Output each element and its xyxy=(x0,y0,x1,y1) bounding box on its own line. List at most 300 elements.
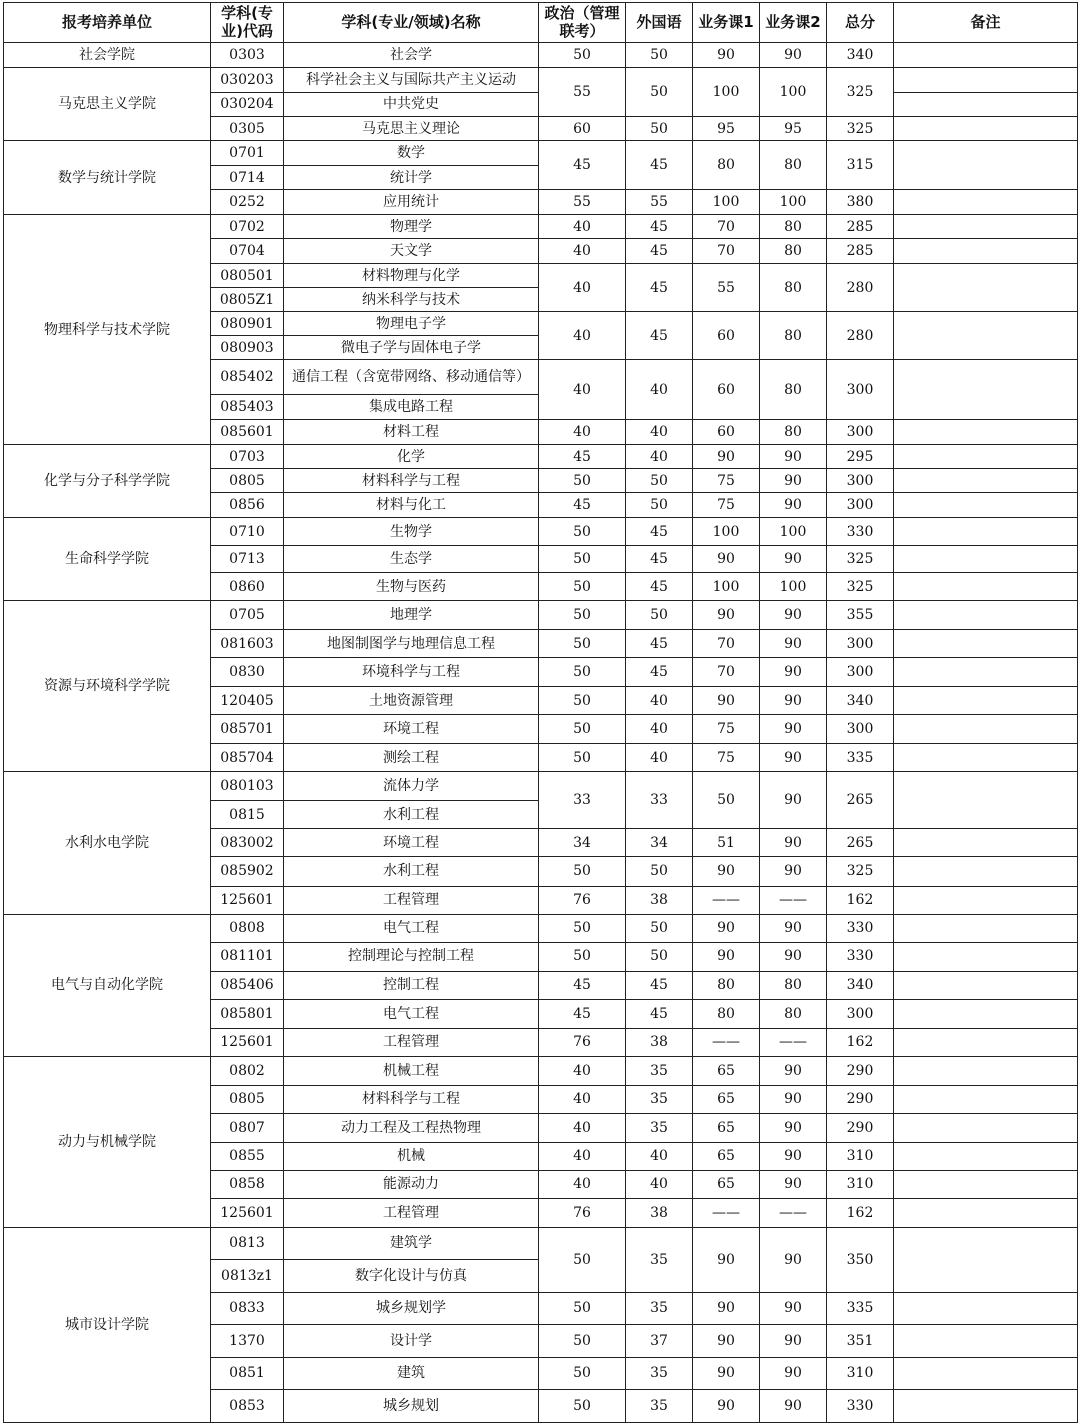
politics-score: 45 xyxy=(539,141,626,190)
total-score: 350 xyxy=(827,1227,894,1292)
name-cell: 机械工程 xyxy=(284,1056,539,1085)
total-score: 300 xyxy=(827,999,894,1028)
course1-score: 90 xyxy=(693,1227,760,1292)
name-cell: 环境工程 xyxy=(284,829,539,857)
remarks-cell xyxy=(894,715,1078,744)
code-cell: 0713 xyxy=(211,546,284,573)
course2-score: 90 xyxy=(760,469,827,493)
foreign-language-score: 50 xyxy=(626,43,693,68)
unit-cell: 动力与机械学院 xyxy=(4,1056,211,1227)
politics-score: 50 xyxy=(539,1389,626,1422)
politics-score: 45 xyxy=(539,493,626,518)
course1-score: 90 xyxy=(693,1357,760,1389)
foreign-language-score: 33 xyxy=(626,772,693,829)
remarks-cell xyxy=(894,312,1078,360)
course1-score: 70 xyxy=(693,630,760,658)
politics-score: 45 xyxy=(539,971,626,999)
header-total: 总分 xyxy=(827,3,894,43)
foreign-language-score: 50 xyxy=(626,914,693,942)
total-score: 355 xyxy=(827,601,894,630)
foreign-language-score: 45 xyxy=(626,239,693,264)
admission-score-table xyxy=(3,2,1078,1423)
foreign-language-score: 50 xyxy=(626,493,693,518)
code-cell: 080103 xyxy=(211,772,284,801)
name-cell: 电气工程 xyxy=(284,914,539,942)
remarks-cell xyxy=(894,999,1078,1028)
name-cell: 建筑 xyxy=(284,1357,539,1389)
code-cell: 0705 xyxy=(211,601,284,630)
course1-score: 100 xyxy=(693,68,760,117)
course2-score: 90 xyxy=(760,1113,827,1142)
code-cell: 0702 xyxy=(211,215,284,239)
foreign-language-score: 38 xyxy=(626,1198,693,1227)
total-score: 335 xyxy=(827,1292,894,1324)
name-cell: 统计学 xyxy=(284,166,539,190)
name-cell: 材料工程 xyxy=(284,420,539,445)
remarks-cell xyxy=(894,971,1078,999)
politics-score: 76 xyxy=(539,1028,626,1056)
name-cell: 环境工程 xyxy=(284,715,539,744)
course2-score: 90 xyxy=(760,445,827,469)
remarks-cell xyxy=(894,264,1078,312)
name-cell: 生物与医药 xyxy=(284,573,539,601)
code-cell: 0815 xyxy=(211,801,284,829)
course1-score: 70 xyxy=(693,239,760,264)
unit-cell: 城市设计学院 xyxy=(4,1227,211,1422)
total-score: 310 xyxy=(827,1170,894,1198)
remarks-cell xyxy=(894,117,1078,141)
course2-score: 95 xyxy=(760,117,827,141)
name-cell: 城乡规划学 xyxy=(284,1292,539,1324)
unit-cell: 水利水电学院 xyxy=(4,772,211,914)
course2-score: 90 xyxy=(760,658,827,687)
code-cell: 125601 xyxy=(211,1028,284,1056)
course1-score: 95 xyxy=(693,117,760,141)
code-cell: 0813 xyxy=(211,1227,284,1259)
total-score: 300 xyxy=(827,630,894,658)
course1-score: —— xyxy=(693,886,760,914)
header-code: 学科(专业)代码 xyxy=(211,3,284,43)
code-cell: 0807 xyxy=(211,1113,284,1142)
code-cell: 085601 xyxy=(211,420,284,445)
code-cell: 085701 xyxy=(211,715,284,744)
name-cell: 材料科学与工程 xyxy=(284,469,539,493)
name-cell: 工程管理 xyxy=(284,1198,539,1227)
name-cell: 微电子学与固体电子学 xyxy=(284,336,539,360)
course1-score: 75 xyxy=(693,744,760,772)
remarks-cell xyxy=(894,546,1078,573)
total-score: 300 xyxy=(827,493,894,518)
course2-score: 90 xyxy=(760,942,827,971)
course2-score: 90 xyxy=(760,715,827,744)
code-cell: 125601 xyxy=(211,886,284,914)
politics-score: 40 xyxy=(539,1142,626,1170)
code-cell: 080903 xyxy=(211,336,284,360)
politics-score: 50 xyxy=(539,1324,626,1357)
course2-score: 90 xyxy=(760,493,827,518)
header-politics: 政治（管理联考） xyxy=(539,3,626,43)
code-cell: 0853 xyxy=(211,1389,284,1422)
course2-score: 80 xyxy=(760,239,827,264)
total-score: 300 xyxy=(827,469,894,493)
remarks-cell xyxy=(894,1324,1078,1357)
course1-score: —— xyxy=(693,1198,760,1227)
total-score: 285 xyxy=(827,239,894,264)
politics-score: 40 xyxy=(539,312,626,360)
course1-score: 55 xyxy=(693,264,760,312)
course2-score: 90 xyxy=(760,43,827,68)
table-row xyxy=(4,601,1078,630)
header-course1: 业务课1 xyxy=(693,3,760,43)
course1-score: 100 xyxy=(693,573,760,601)
politics-score: 50 xyxy=(539,687,626,715)
code-cell: 0860 xyxy=(211,573,284,601)
politics-score: 50 xyxy=(539,469,626,493)
code-cell: 030203 xyxy=(211,68,284,93)
name-cell: 工程管理 xyxy=(284,1028,539,1056)
name-cell: 通信工程（含宽带网络、移动通信等） xyxy=(284,360,539,395)
foreign-language-score: 35 xyxy=(626,1357,693,1389)
total-score: 290 xyxy=(827,1085,894,1113)
remarks-cell xyxy=(894,239,1078,264)
course2-score: 90 xyxy=(760,1292,827,1324)
table-row xyxy=(4,43,1078,68)
code-cell: 0802 xyxy=(211,1056,284,1085)
total-score: 330 xyxy=(827,942,894,971)
table-row xyxy=(4,141,1078,166)
remarks-cell xyxy=(894,43,1078,68)
unit-cell: 数学与统计学院 xyxy=(4,141,211,215)
foreign-language-score: 45 xyxy=(626,573,693,601)
course2-score: 80 xyxy=(760,141,827,190)
table-row xyxy=(4,1056,1078,1085)
name-cell: 材料与化工 xyxy=(284,493,539,518)
foreign-language-score: 37 xyxy=(626,1324,693,1357)
remarks-cell xyxy=(894,1142,1078,1170)
course1-score: 90 xyxy=(693,914,760,942)
course1-score: 90 xyxy=(693,857,760,886)
course2-score: 90 xyxy=(760,857,827,886)
unit-cell: 化学与分子科学学院 xyxy=(4,445,211,518)
politics-score: 40 xyxy=(539,1170,626,1198)
politics-score: 76 xyxy=(539,1198,626,1227)
course1-score: 90 xyxy=(693,1324,760,1357)
remarks-cell xyxy=(894,942,1078,971)
total-score: 280 xyxy=(827,264,894,312)
course1-score: 90 xyxy=(693,1389,760,1422)
remarks-cell xyxy=(894,493,1078,518)
code-cell: 0858 xyxy=(211,1170,284,1198)
course1-score: 60 xyxy=(693,312,760,360)
code-cell: 0703 xyxy=(211,445,284,469)
course2-score: 90 xyxy=(760,914,827,942)
code-cell: 0714 xyxy=(211,166,284,190)
name-cell: 机械 xyxy=(284,1142,539,1170)
header-remarks: 备注 xyxy=(894,3,1078,43)
course1-score: 65 xyxy=(693,1085,760,1113)
code-cell: 0805Z1 xyxy=(211,288,284,312)
course1-score: 90 xyxy=(693,601,760,630)
total-score: 310 xyxy=(827,1357,894,1389)
politics-score: 76 xyxy=(539,886,626,914)
total-score: 300 xyxy=(827,360,894,420)
name-cell: 设计学 xyxy=(284,1324,539,1357)
course1-score: 65 xyxy=(693,1170,760,1198)
foreign-language-score: 50 xyxy=(626,68,693,117)
name-cell: 材料物理与化学 xyxy=(284,264,539,288)
code-cell: 085902 xyxy=(211,857,284,886)
foreign-language-score: 40 xyxy=(626,744,693,772)
politics-score: 55 xyxy=(539,190,626,215)
foreign-language-score: 40 xyxy=(626,687,693,715)
foreign-language-score: 45 xyxy=(626,264,693,312)
code-cell: 0252 xyxy=(211,190,284,215)
name-cell: 数学 xyxy=(284,141,539,166)
remarks-cell xyxy=(894,1389,1078,1422)
course2-score: 80 xyxy=(760,312,827,360)
foreign-language-score: 34 xyxy=(626,829,693,857)
unit-cell: 物理科学与技术学院 xyxy=(4,215,211,445)
remarks-cell xyxy=(894,420,1078,445)
foreign-language-score: 40 xyxy=(626,445,693,469)
course2-score: —— xyxy=(760,886,827,914)
course1-score: 90 xyxy=(693,546,760,573)
name-cell: 地理学 xyxy=(284,601,539,630)
name-cell: 中共党史 xyxy=(284,93,539,117)
remarks-cell xyxy=(894,469,1078,493)
table-row xyxy=(4,1227,1078,1259)
name-cell: 土地资源管理 xyxy=(284,687,539,715)
total-score: 162 xyxy=(827,1198,894,1227)
name-cell: 天文学 xyxy=(284,239,539,264)
course2-score: 90 xyxy=(760,1170,827,1198)
course1-score: 60 xyxy=(693,360,760,420)
course1-score: 80 xyxy=(693,999,760,1028)
course2-score: 80 xyxy=(760,360,827,420)
politics-score: 50 xyxy=(539,658,626,687)
foreign-language-score: 40 xyxy=(626,1170,693,1198)
total-score: 330 xyxy=(827,914,894,942)
course1-score: —— xyxy=(693,1028,760,1056)
course1-score: 75 xyxy=(693,493,760,518)
politics-score: 50 xyxy=(539,573,626,601)
total-score: 340 xyxy=(827,43,894,68)
remarks-cell xyxy=(894,190,1078,215)
table-row xyxy=(4,772,1078,801)
remarks-cell xyxy=(894,1198,1078,1227)
unit-cell: 生命科学学院 xyxy=(4,518,211,601)
table-row xyxy=(4,68,1078,93)
politics-score: 40 xyxy=(539,1113,626,1142)
foreign-language-score: 50 xyxy=(626,857,693,886)
foreign-language-score: 35 xyxy=(626,1085,693,1113)
code-cell: 0305 xyxy=(211,117,284,141)
remarks-cell xyxy=(894,215,1078,239)
politics-score: 50 xyxy=(539,601,626,630)
total-score: 340 xyxy=(827,971,894,999)
course1-score: 65 xyxy=(693,1113,760,1142)
name-cell: 科学社会主义与国际共产主义运动 xyxy=(284,68,539,93)
remarks-cell xyxy=(894,857,1078,886)
total-score: 290 xyxy=(827,1113,894,1142)
politics-score: 33 xyxy=(539,772,626,829)
course2-score: 80 xyxy=(760,971,827,999)
foreign-language-score: 50 xyxy=(626,117,693,141)
code-cell: 0303 xyxy=(211,43,284,68)
total-score: 300 xyxy=(827,658,894,687)
name-cell: 流体力学 xyxy=(284,772,539,801)
course1-score: 80 xyxy=(693,971,760,999)
total-score: 280 xyxy=(827,312,894,360)
table-row xyxy=(4,914,1078,942)
politics-score: 50 xyxy=(539,546,626,573)
total-score: 265 xyxy=(827,829,894,857)
remarks-cell xyxy=(894,772,1078,829)
foreign-language-score: 45 xyxy=(626,971,693,999)
total-score: 335 xyxy=(827,744,894,772)
remarks-cell xyxy=(894,658,1078,687)
code-cell: 081101 xyxy=(211,942,284,971)
course1-score: 60 xyxy=(693,420,760,445)
total-score: 325 xyxy=(827,546,894,573)
total-score: 330 xyxy=(827,1389,894,1422)
course2-score: 100 xyxy=(760,518,827,546)
foreign-language-score: 35 xyxy=(626,1056,693,1085)
code-cell: 1370 xyxy=(211,1324,284,1357)
foreign-language-score: 45 xyxy=(626,141,693,190)
name-cell: 地图制图学与地理信息工程 xyxy=(284,630,539,658)
remarks-cell xyxy=(894,518,1078,546)
total-score: 380 xyxy=(827,190,894,215)
remarks-cell xyxy=(894,1292,1078,1324)
course2-score: 80 xyxy=(760,264,827,312)
code-cell: 0808 xyxy=(211,914,284,942)
remarks-cell xyxy=(894,1357,1078,1389)
name-cell: 马克思主义理论 xyxy=(284,117,539,141)
politics-score: 50 xyxy=(539,715,626,744)
course1-score: 80 xyxy=(693,141,760,190)
foreign-language-score: 45 xyxy=(626,546,693,573)
name-cell: 工程管理 xyxy=(284,886,539,914)
header-course2: 业务课2 xyxy=(760,3,827,43)
course2-score: —— xyxy=(760,1198,827,1227)
code-cell: 0805 xyxy=(211,1085,284,1113)
foreign-language-score: 50 xyxy=(626,601,693,630)
total-score: 351 xyxy=(827,1324,894,1357)
total-score: 325 xyxy=(827,68,894,117)
name-cell: 能源动力 xyxy=(284,1170,539,1198)
course2-score: 90 xyxy=(760,601,827,630)
foreign-language-score: 45 xyxy=(626,312,693,360)
course1-score: 70 xyxy=(693,215,760,239)
unit-cell: 电气与自动化学院 xyxy=(4,914,211,1056)
foreign-language-score: 40 xyxy=(626,715,693,744)
course1-score: 51 xyxy=(693,829,760,857)
remarks-cell xyxy=(894,886,1078,914)
header-row xyxy=(4,3,1078,43)
politics-score: 45 xyxy=(539,999,626,1028)
politics-score: 45 xyxy=(539,445,626,469)
name-cell: 测绘工程 xyxy=(284,744,539,772)
foreign-language-score: 40 xyxy=(626,420,693,445)
course2-score: 80 xyxy=(760,420,827,445)
foreign-language-score: 45 xyxy=(626,215,693,239)
course1-score: 100 xyxy=(693,190,760,215)
table-body xyxy=(4,43,1078,1423)
code-cell: 085801 xyxy=(211,999,284,1028)
remarks-cell xyxy=(894,601,1078,630)
politics-score: 50 xyxy=(539,518,626,546)
politics-score: 40 xyxy=(539,1056,626,1085)
foreign-language-score: 40 xyxy=(626,360,693,420)
code-cell: 0833 xyxy=(211,1292,284,1324)
foreign-language-score: 45 xyxy=(626,630,693,658)
total-score: 162 xyxy=(827,1028,894,1056)
total-score: 325 xyxy=(827,857,894,886)
politics-score: 60 xyxy=(539,117,626,141)
table-row xyxy=(4,215,1078,239)
remarks-cell xyxy=(894,687,1078,715)
politics-score: 50 xyxy=(539,942,626,971)
course2-score: —— xyxy=(760,1028,827,1056)
code-cell: 083002 xyxy=(211,829,284,857)
total-score: 162 xyxy=(827,886,894,914)
foreign-language-score: 35 xyxy=(626,1389,693,1422)
remarks-cell xyxy=(894,360,1078,420)
code-cell: 0704 xyxy=(211,239,284,264)
name-cell: 水利工程 xyxy=(284,801,539,829)
remarks-cell xyxy=(894,1170,1078,1198)
header-name: 学科(专业/领域)名称 xyxy=(284,3,539,43)
remarks-cell xyxy=(894,68,1078,93)
course2-score: 90 xyxy=(760,1056,827,1085)
total-score: 300 xyxy=(827,420,894,445)
course1-score: 90 xyxy=(693,43,760,68)
code-cell: 085403 xyxy=(211,395,284,420)
name-cell: 材料科学与工程 xyxy=(284,1085,539,1113)
course1-score: 90 xyxy=(693,1292,760,1324)
course2-score: 90 xyxy=(760,829,827,857)
code-cell: 0701 xyxy=(211,141,284,166)
code-cell: 0805 xyxy=(211,469,284,493)
name-cell: 环境科学与工程 xyxy=(284,658,539,687)
name-cell: 动力工程及工程热物理 xyxy=(284,1113,539,1142)
total-score: 315 xyxy=(827,141,894,190)
total-score: 290 xyxy=(827,1056,894,1085)
course2-score: 90 xyxy=(760,1142,827,1170)
course1-score: 90 xyxy=(693,942,760,971)
course1-score: 75 xyxy=(693,469,760,493)
remarks-cell xyxy=(894,744,1078,772)
politics-score: 40 xyxy=(539,360,626,420)
foreign-language-score: 50 xyxy=(626,469,693,493)
politics-score: 50 xyxy=(539,1357,626,1389)
politics-score: 50 xyxy=(539,914,626,942)
politics-score: 40 xyxy=(539,264,626,312)
course1-score: 75 xyxy=(693,715,760,744)
total-score: 340 xyxy=(827,687,894,715)
politics-score: 50 xyxy=(539,43,626,68)
remarks-cell xyxy=(894,829,1078,857)
foreign-language-score: 40 xyxy=(626,1142,693,1170)
politics-score: 55 xyxy=(539,68,626,117)
remarks-cell xyxy=(894,141,1078,190)
remarks-cell xyxy=(894,914,1078,942)
code-cell: 080501 xyxy=(211,264,284,288)
remarks-cell xyxy=(894,93,1078,117)
course2-score: 90 xyxy=(760,772,827,829)
code-cell: 0855 xyxy=(211,1142,284,1170)
